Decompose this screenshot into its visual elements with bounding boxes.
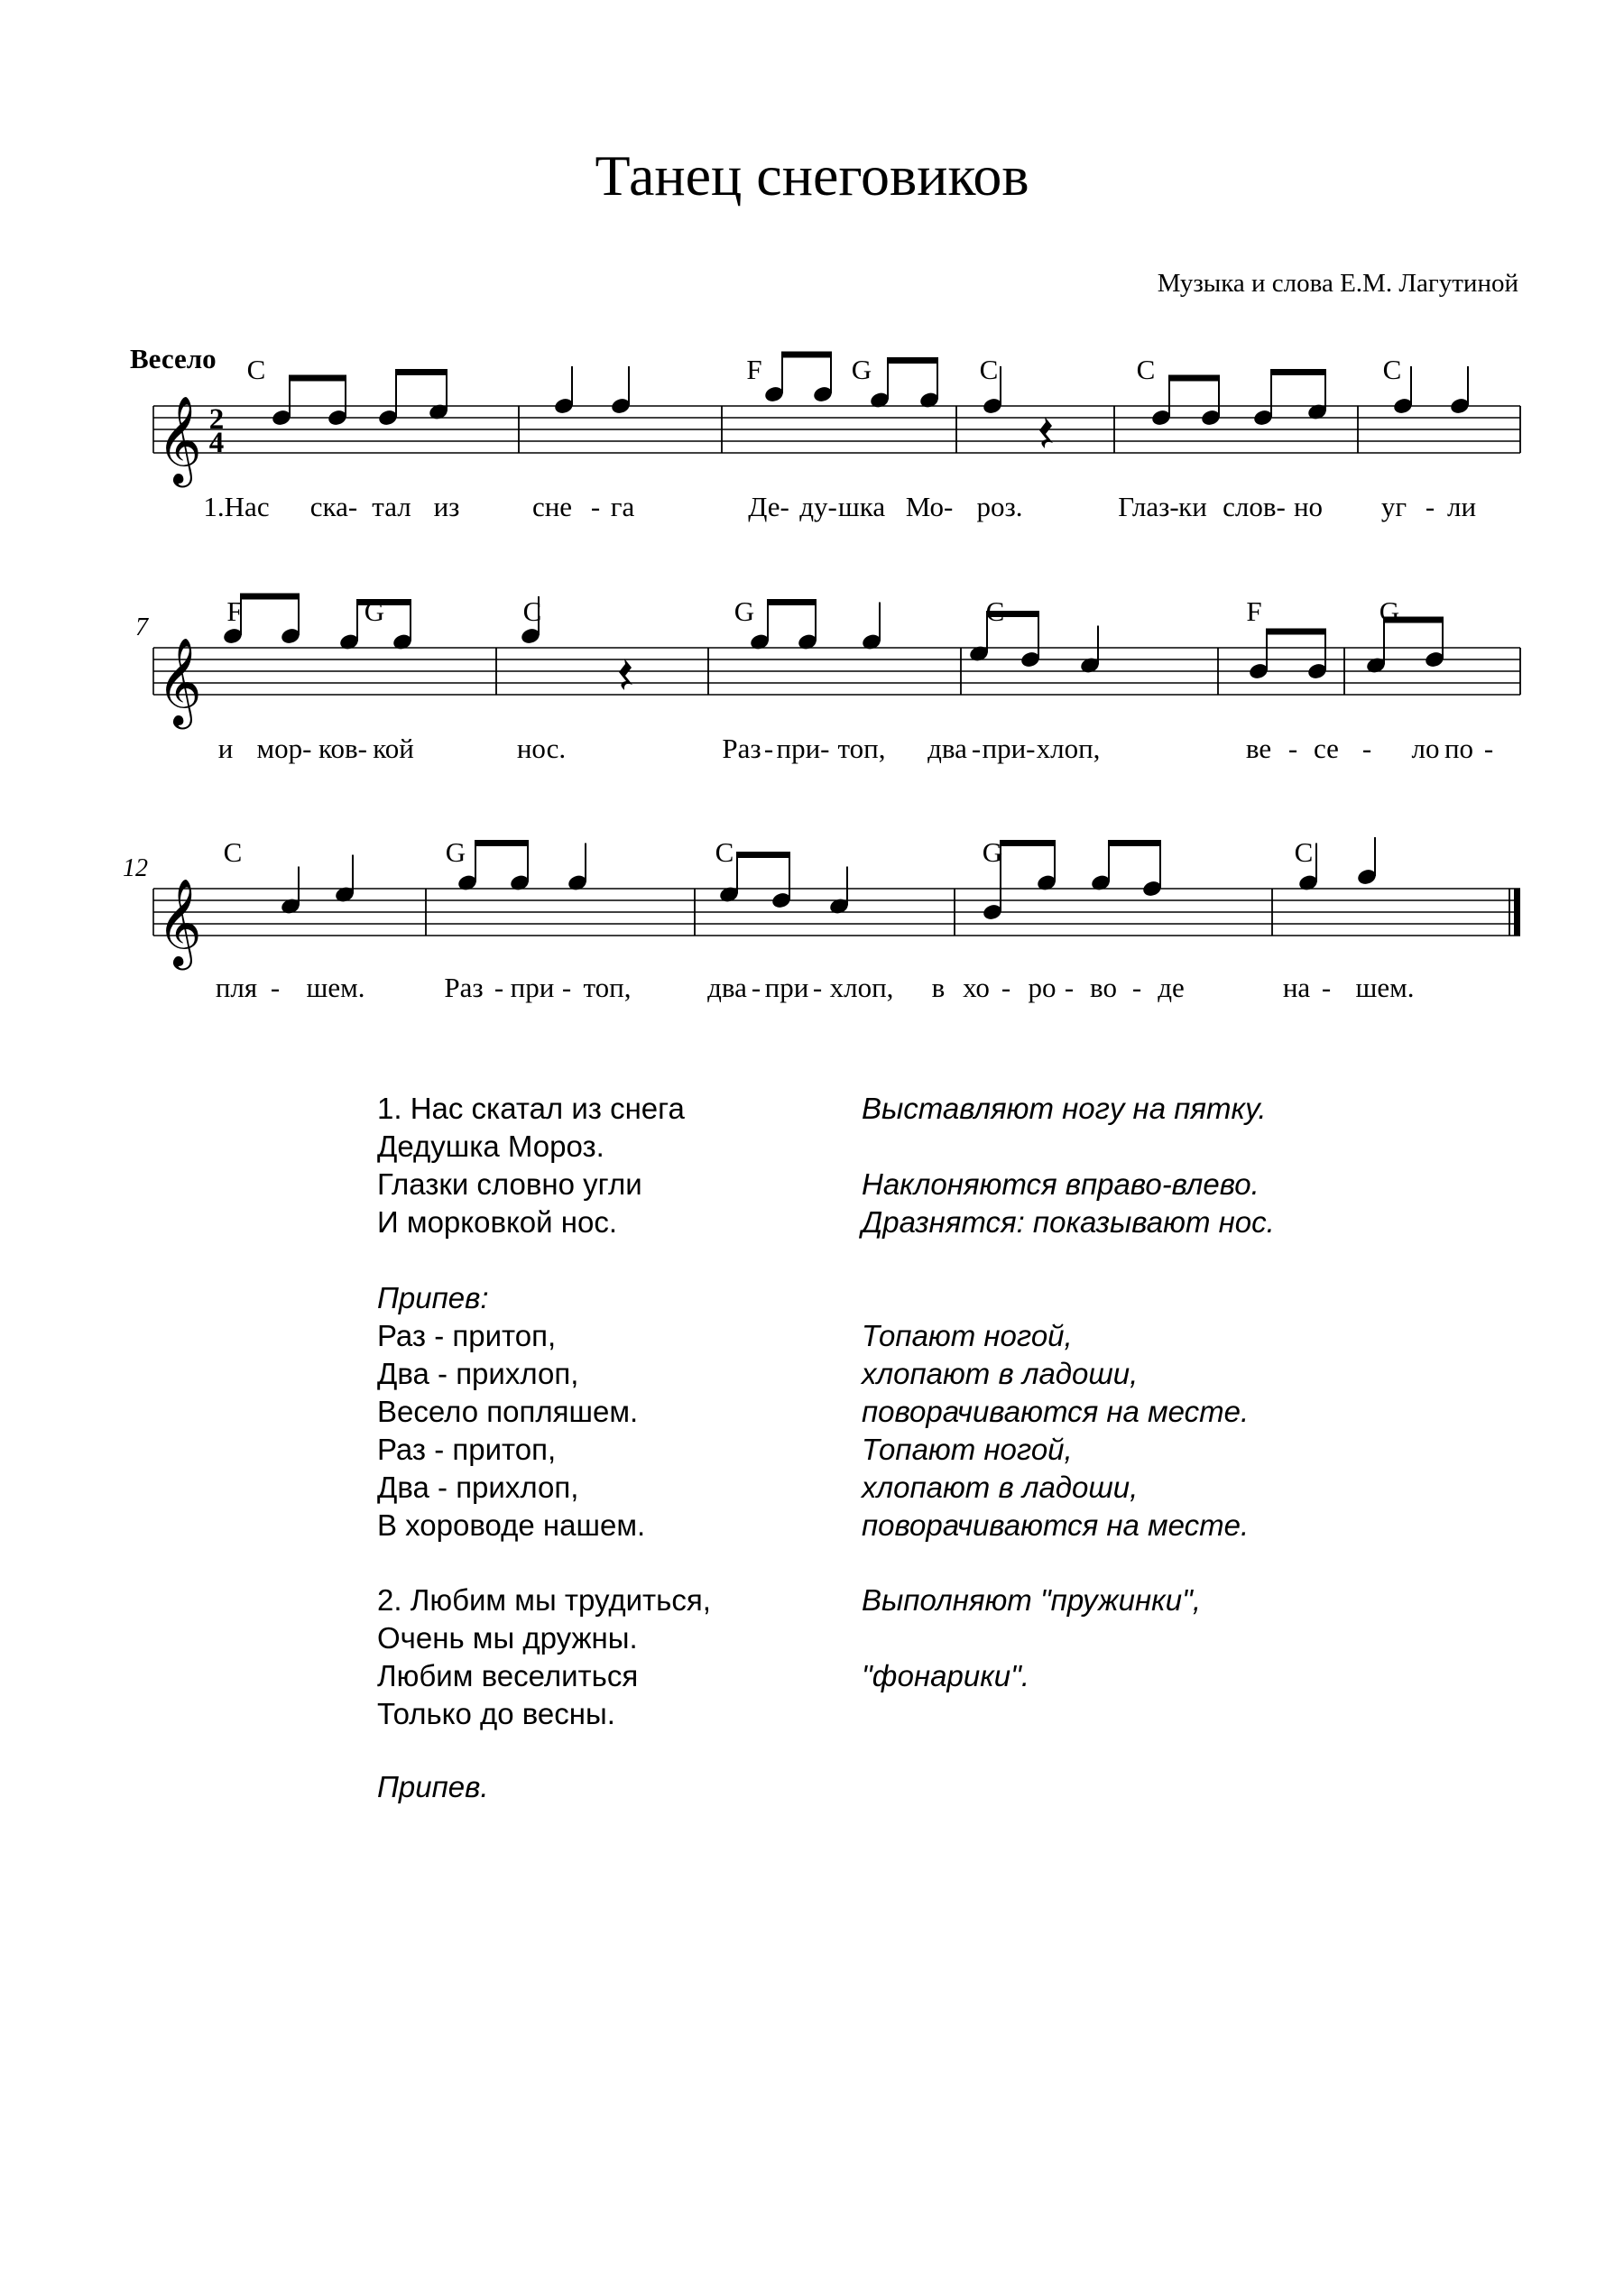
chord-symbol: C xyxy=(979,354,999,385)
lyric-syllable: но xyxy=(1293,491,1324,522)
chord-symbol: G xyxy=(982,836,1003,868)
lyric-syllable: при- xyxy=(776,733,830,764)
movement-instruction: Дразнятся: показывают нос. xyxy=(862,1205,1275,1239)
music-score xyxy=(0,0,1624,1047)
lyric-line: Два - прихлоп, xyxy=(377,1471,579,1504)
movement-instruction: поворачиваются на месте. xyxy=(862,1508,1250,1542)
measure-number: 7 xyxy=(135,613,148,641)
lyric-line: Раз - притоп, xyxy=(377,1319,557,1352)
chord-symbol: G xyxy=(1379,595,1400,627)
lyric-line: Любим веселиться xyxy=(377,1659,639,1692)
lyric-syllable: - xyxy=(1287,733,1298,764)
lyric-syllable: Глаз- xyxy=(1118,491,1179,522)
lyric-line: В хороводе нашем. xyxy=(377,1508,646,1542)
lyric-syllable: шем. xyxy=(1355,972,1415,1003)
lyric-syllable: два xyxy=(707,972,747,1003)
lyric-syllable: ве xyxy=(1245,733,1272,764)
lyric-syllable: слов- xyxy=(1223,491,1286,522)
lyric-syllable: - xyxy=(1064,972,1075,1003)
chord-symbol: C xyxy=(1136,354,1156,385)
chord-symbol: C xyxy=(1294,836,1314,868)
lyric-syllable: ли xyxy=(1446,491,1477,522)
tempo-marking: Весело xyxy=(130,343,217,374)
measure-number: 12 xyxy=(123,854,148,882)
lyric-syllable: пля xyxy=(215,972,258,1003)
treble-clef-icon: 𝄞 xyxy=(157,641,202,724)
lyric-syllable: тал xyxy=(372,491,411,522)
chord-symbol: C xyxy=(985,595,1005,627)
lyric-syllable: шка xyxy=(837,491,886,522)
lyric-line: Два - прихлоп, xyxy=(377,1357,579,1390)
lyric-line: Только до весны. xyxy=(377,1697,615,1730)
lyric-syllable: - xyxy=(751,972,761,1003)
lyric-syllable: топ, xyxy=(583,972,632,1003)
chord-symbol: C xyxy=(246,354,266,385)
lyric-line: Припев: xyxy=(377,1281,489,1314)
lyric-syllable: 1.Нас xyxy=(203,491,270,522)
lyric-syllable: ки xyxy=(1178,491,1207,522)
lyric-syllable: ска- xyxy=(309,491,358,522)
lyric-syllable: се xyxy=(1314,733,1339,764)
lyric-line: Дедушка Мороз. xyxy=(377,1130,604,1163)
lyric-syllable: - xyxy=(1361,733,1372,764)
lyric-syllable: роз. xyxy=(976,491,1023,522)
lyric-line: Очень мы дружны. xyxy=(377,1621,638,1655)
lyric-syllable: мор- xyxy=(256,733,312,764)
lyric-syllable: в xyxy=(931,972,946,1003)
lyric-syllable: хлоп, xyxy=(1036,733,1101,764)
chord-symbol: F xyxy=(226,595,243,627)
lyric-syllable: Де- xyxy=(748,491,789,522)
lyric-syllable: ду- xyxy=(799,491,837,522)
chord-symbol: C xyxy=(522,595,542,627)
lyric-syllable: - xyxy=(1131,972,1142,1003)
lyric-line: Раз - притоп, xyxy=(377,1433,557,1466)
staff-system xyxy=(135,596,1520,729)
movement-instruction: Выполняют "пружинки", xyxy=(862,1583,1201,1617)
lyric-syllable: на xyxy=(1282,972,1311,1003)
lyric-line: Весело попляшем. xyxy=(377,1395,639,1428)
movement-instruction: Топают ногой, xyxy=(862,1433,1073,1466)
lyric-syllable: при xyxy=(764,972,809,1003)
lyric-syllable: - xyxy=(763,733,774,764)
lyric-syllable: кой xyxy=(373,733,414,764)
lyric-syllable: - xyxy=(270,972,281,1003)
lyric-syllable: уг xyxy=(1380,491,1407,522)
lyric-syllable: - xyxy=(1001,972,1011,1003)
lyric-syllable: ло xyxy=(1411,733,1440,764)
time-signature-top: 2 xyxy=(208,403,225,436)
lyric-syllable: во xyxy=(1090,972,1117,1003)
lyric-syllable: - xyxy=(494,972,504,1003)
lyric-syllable: - xyxy=(1483,733,1494,764)
lyric-syllable: ков- xyxy=(318,733,367,764)
chord-symbol: G xyxy=(734,595,755,627)
lyric-syllable: - xyxy=(561,972,572,1003)
chord-symbol: C xyxy=(715,836,734,868)
lyric-syllable: га xyxy=(610,491,635,522)
lyric-syllable: сне xyxy=(531,491,573,522)
lyric-syllable: - xyxy=(1321,972,1332,1003)
movement-instruction: хлопают в ладоши, xyxy=(862,1357,1139,1390)
movement-instruction: поворачиваются на месте. xyxy=(862,1395,1250,1428)
staff-system xyxy=(153,355,1520,487)
lyric-syllable: шем. xyxy=(306,972,365,1003)
treble-clef-icon: 𝄞 xyxy=(157,399,202,483)
lyric-syllable: Раз xyxy=(722,733,761,764)
movement-instruction: Топают ногой, xyxy=(862,1319,1073,1352)
lyric-syllable: ро xyxy=(1028,972,1057,1003)
lyric-syllable: хлоп, xyxy=(829,972,894,1003)
lyric-syllable: и xyxy=(217,733,234,764)
lyric-syllable: де xyxy=(1158,972,1185,1003)
chord-symbol: G xyxy=(851,354,872,385)
quarter-rest-icon xyxy=(1039,417,1053,448)
chord-symbol: G xyxy=(445,836,466,868)
lyric-syllable: Раз xyxy=(444,972,484,1003)
lyric-syllable: по xyxy=(1444,733,1474,764)
movement-instruction: Выставляют ногу на пятку. xyxy=(862,1092,1267,1125)
chord-symbol: C xyxy=(223,836,243,868)
treble-clef-icon: 𝄞 xyxy=(157,881,202,965)
movement-instruction: Наклоняются вправо-влево. xyxy=(862,1167,1260,1201)
lyric-syllable: - xyxy=(590,491,601,522)
quarter-rest-icon xyxy=(619,659,632,690)
lyric-syllable: нос. xyxy=(516,733,567,764)
time-signature-bottom: 4 xyxy=(208,427,225,459)
movement-instruction: "фонарики". xyxy=(862,1659,1030,1692)
chord-symbol: F xyxy=(746,354,762,385)
composer-credit: Музыка и слова Е.М. Лагутиной xyxy=(1157,269,1518,298)
chord-symbol: C xyxy=(1382,354,1402,385)
final-barline-thick xyxy=(1514,889,1520,936)
lyric-syllable: при- xyxy=(982,733,1036,764)
lyric-syllable: хо xyxy=(963,972,990,1003)
chord-symbol: G xyxy=(364,595,385,627)
song-title: Танец снеговиков xyxy=(595,143,1029,207)
lyric-syllable: Мо- xyxy=(905,491,954,522)
chord-symbol: F xyxy=(1246,595,1262,627)
lyric-line: И морковкой нос. xyxy=(377,1205,617,1239)
lyric-syllable: при xyxy=(510,972,555,1003)
lyric-line: Припев. xyxy=(377,1770,489,1803)
lyric-syllable: - xyxy=(812,972,823,1003)
lyric-syllable: топ, xyxy=(837,733,886,764)
lyric-syllable: - xyxy=(1425,491,1435,522)
lyric-line: 1. Нас скатал из снега xyxy=(377,1092,685,1125)
lyric-syllable: - xyxy=(971,733,982,764)
movement-instruction: хлопают в ладоши, xyxy=(862,1471,1139,1504)
lyric-syllable: из xyxy=(433,491,460,522)
lyric-line: 2. Любим мы трудиться, xyxy=(377,1583,711,1617)
lyric-syllable: два xyxy=(927,733,967,764)
lyric-line: Глазки словно угли xyxy=(377,1167,642,1201)
